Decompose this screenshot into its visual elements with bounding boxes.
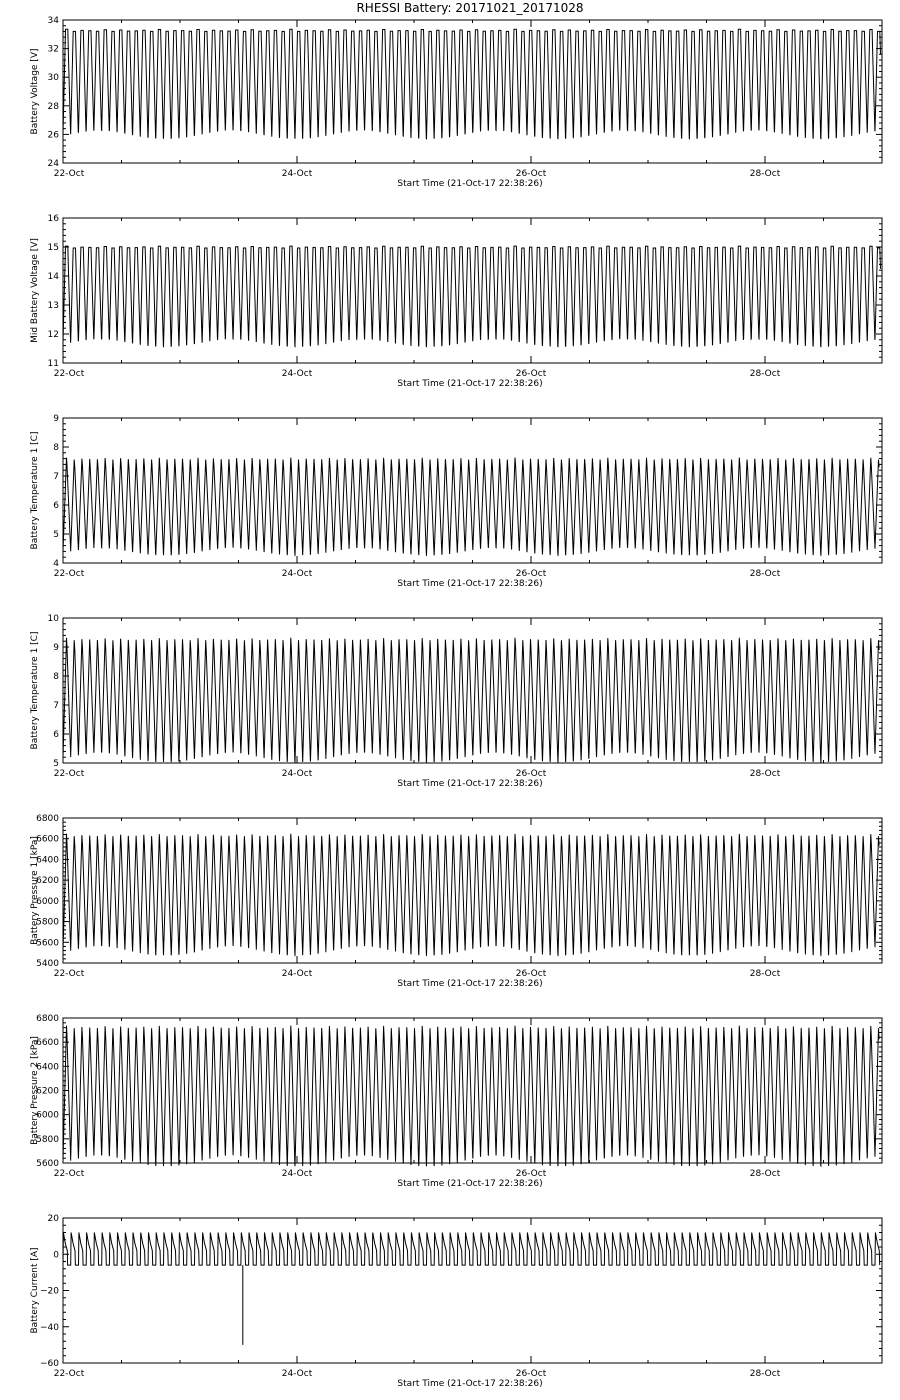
panel-3: [30, 414, 882, 589]
x-tick-label: 26-Oct: [515, 569, 547, 579]
x-tick-label: 28-Oct: [749, 769, 781, 779]
y-tick-label: 7: [53, 701, 59, 711]
y-tick-label: 10: [47, 614, 59, 624]
panels: [30, 16, 882, 1389]
y-tick-label: 16: [47, 214, 59, 224]
y-tick-label: 4: [53, 559, 59, 569]
y-tick-label: 34: [47, 16, 59, 26]
y-tick-label: −60: [40, 1359, 59, 1369]
series-line: [63, 638, 879, 762]
y-tick-label: 6000: [36, 1110, 59, 1121]
y-tick-label: 15: [47, 243, 59, 253]
series-line: [63, 1233, 880, 1266]
y-tick-label: 6400: [36, 1062, 59, 1073]
y-tick-label: 13: [47, 301, 59, 311]
y-tick-label: 6200: [36, 876, 59, 887]
x-tick-label: 26-Oct: [515, 769, 547, 779]
series-line: [63, 458, 879, 556]
y-tick-label: 6800: [36, 1014, 59, 1024]
y-axis-label: Battery Temperature 1 [C]: [30, 631, 40, 750]
y-tick-label: 32: [47, 44, 59, 55]
panel-6: [30, 1014, 882, 1189]
y-tick-label: 9: [53, 643, 59, 653]
y-tick-label: 12: [47, 330, 59, 340]
x-tick-label: 22-Oct: [53, 1169, 85, 1179]
panel-4: [30, 614, 882, 789]
y-tick-label: 6600: [36, 834, 59, 845]
y-tick-label: 26: [47, 130, 59, 141]
y-tick-label: −20: [40, 1286, 59, 1297]
y-axis-label: Battery Pressure 1 [kPa]: [30, 836, 40, 945]
x-axis-label: Start Time (21-Oct-17 22:38:26): [397, 379, 543, 389]
x-axis-label: Start Time (21-Oct-17 22:38:26): [397, 779, 543, 789]
y-tick-label: 20: [47, 1214, 59, 1224]
x-tick-label: 24-Oct: [281, 1369, 313, 1379]
y-tick-label: 7: [53, 472, 59, 482]
x-tick-label: 26-Oct: [515, 369, 547, 379]
x-axis-label: Start Time (21-Oct-17 22:38:26): [397, 1179, 543, 1189]
x-tick-label: 24-Oct: [281, 569, 313, 579]
y-tick-label: 6000: [36, 896, 59, 907]
x-axis-label: Start Time (21-Oct-17 22:38:26): [397, 979, 543, 989]
x-tick-label: 28-Oct: [749, 169, 781, 179]
x-tick-label: 22-Oct: [53, 569, 85, 579]
y-tick-label: 5400: [36, 959, 59, 969]
figure-title: RHESSI Battery: 20171021_20171028: [356, 1, 584, 15]
y-axis-label: Battery Pressure 2 [kPa]: [30, 1036, 40, 1145]
y-tick-label: 6: [53, 730, 59, 740]
y-tick-label: 0: [53, 1250, 59, 1261]
x-tick-label: 22-Oct: [53, 969, 85, 979]
x-tick-label: 24-Oct: [281, 369, 313, 379]
x-tick-label: 22-Oct: [53, 369, 85, 379]
y-tick-label: 6800: [36, 814, 59, 824]
y-tick-label: 5600: [36, 938, 59, 949]
x-tick-label: 26-Oct: [515, 1169, 547, 1179]
x-axis-label: Start Time (21-Oct-17 22:38:26): [397, 179, 543, 189]
y-tick-label: 6: [53, 501, 59, 511]
series-line: [63, 246, 881, 347]
series-line: [63, 834, 879, 956]
y-tick-label: 30: [47, 73, 59, 84]
y-axis-label: Battery Voltage [V]: [30, 48, 40, 135]
x-tick-label: 24-Oct: [281, 969, 313, 979]
x-tick-label: 26-Oct: [515, 169, 547, 179]
y-tick-label: 28: [47, 101, 59, 112]
y-tick-label: −40: [40, 1322, 59, 1333]
y-tick-label: 11: [47, 359, 59, 369]
y-axis-label: Battery Current [A]: [30, 1247, 40, 1334]
y-tick-label: 5600: [36, 1159, 59, 1169]
y-tick-label: 5800: [36, 917, 59, 928]
y-tick-label: 6400: [36, 855, 59, 866]
y-tick-label: 5800: [36, 1134, 59, 1145]
series-line: [63, 1026, 879, 1167]
panel-5: [30, 814, 882, 989]
x-tick-label: 22-Oct: [53, 1369, 85, 1379]
y-tick-label: 6600: [36, 1038, 59, 1049]
y-tick-label: 5: [53, 530, 59, 540]
plot-frame: [63, 218, 882, 363]
x-tick-label: 24-Oct: [281, 1169, 313, 1179]
x-tick-label: 28-Oct: [749, 1369, 781, 1379]
y-tick-label: 5: [53, 759, 59, 769]
series-line: [63, 29, 881, 138]
y-tick-label: 6200: [36, 1086, 59, 1097]
x-axis-label: Start Time (21-Oct-17 22:38:26): [397, 1379, 543, 1389]
y-axis-label: Battery Temperature 1 [C]: [30, 431, 40, 550]
y-tick-label: 8: [53, 443, 59, 453]
x-tick-label: 28-Oct: [749, 969, 781, 979]
panel-1: [30, 16, 882, 189]
panel-2: [30, 214, 882, 389]
x-tick-label: 28-Oct: [749, 369, 781, 379]
y-tick-label: 8: [53, 672, 59, 682]
y-tick-label: 24: [47, 159, 59, 169]
x-tick-label: 28-Oct: [749, 569, 781, 579]
panel-7: [30, 1214, 882, 1389]
x-tick-label: 24-Oct: [281, 169, 313, 179]
x-tick-label: 26-Oct: [515, 969, 547, 979]
y-tick-label: 9: [53, 414, 59, 424]
x-tick-label: 22-Oct: [53, 169, 85, 179]
x-axis-label: Start Time (21-Oct-17 22:38:26): [397, 579, 543, 589]
x-tick-label: 28-Oct: [749, 1169, 781, 1179]
x-tick-label: 24-Oct: [281, 769, 313, 779]
y-tick-label: 14: [47, 272, 59, 282]
y-axis-label: Mid Battery Voltage [V]: [30, 238, 40, 343]
x-tick-label: 26-Oct: [515, 1369, 547, 1379]
x-tick-label: 22-Oct: [53, 769, 85, 779]
